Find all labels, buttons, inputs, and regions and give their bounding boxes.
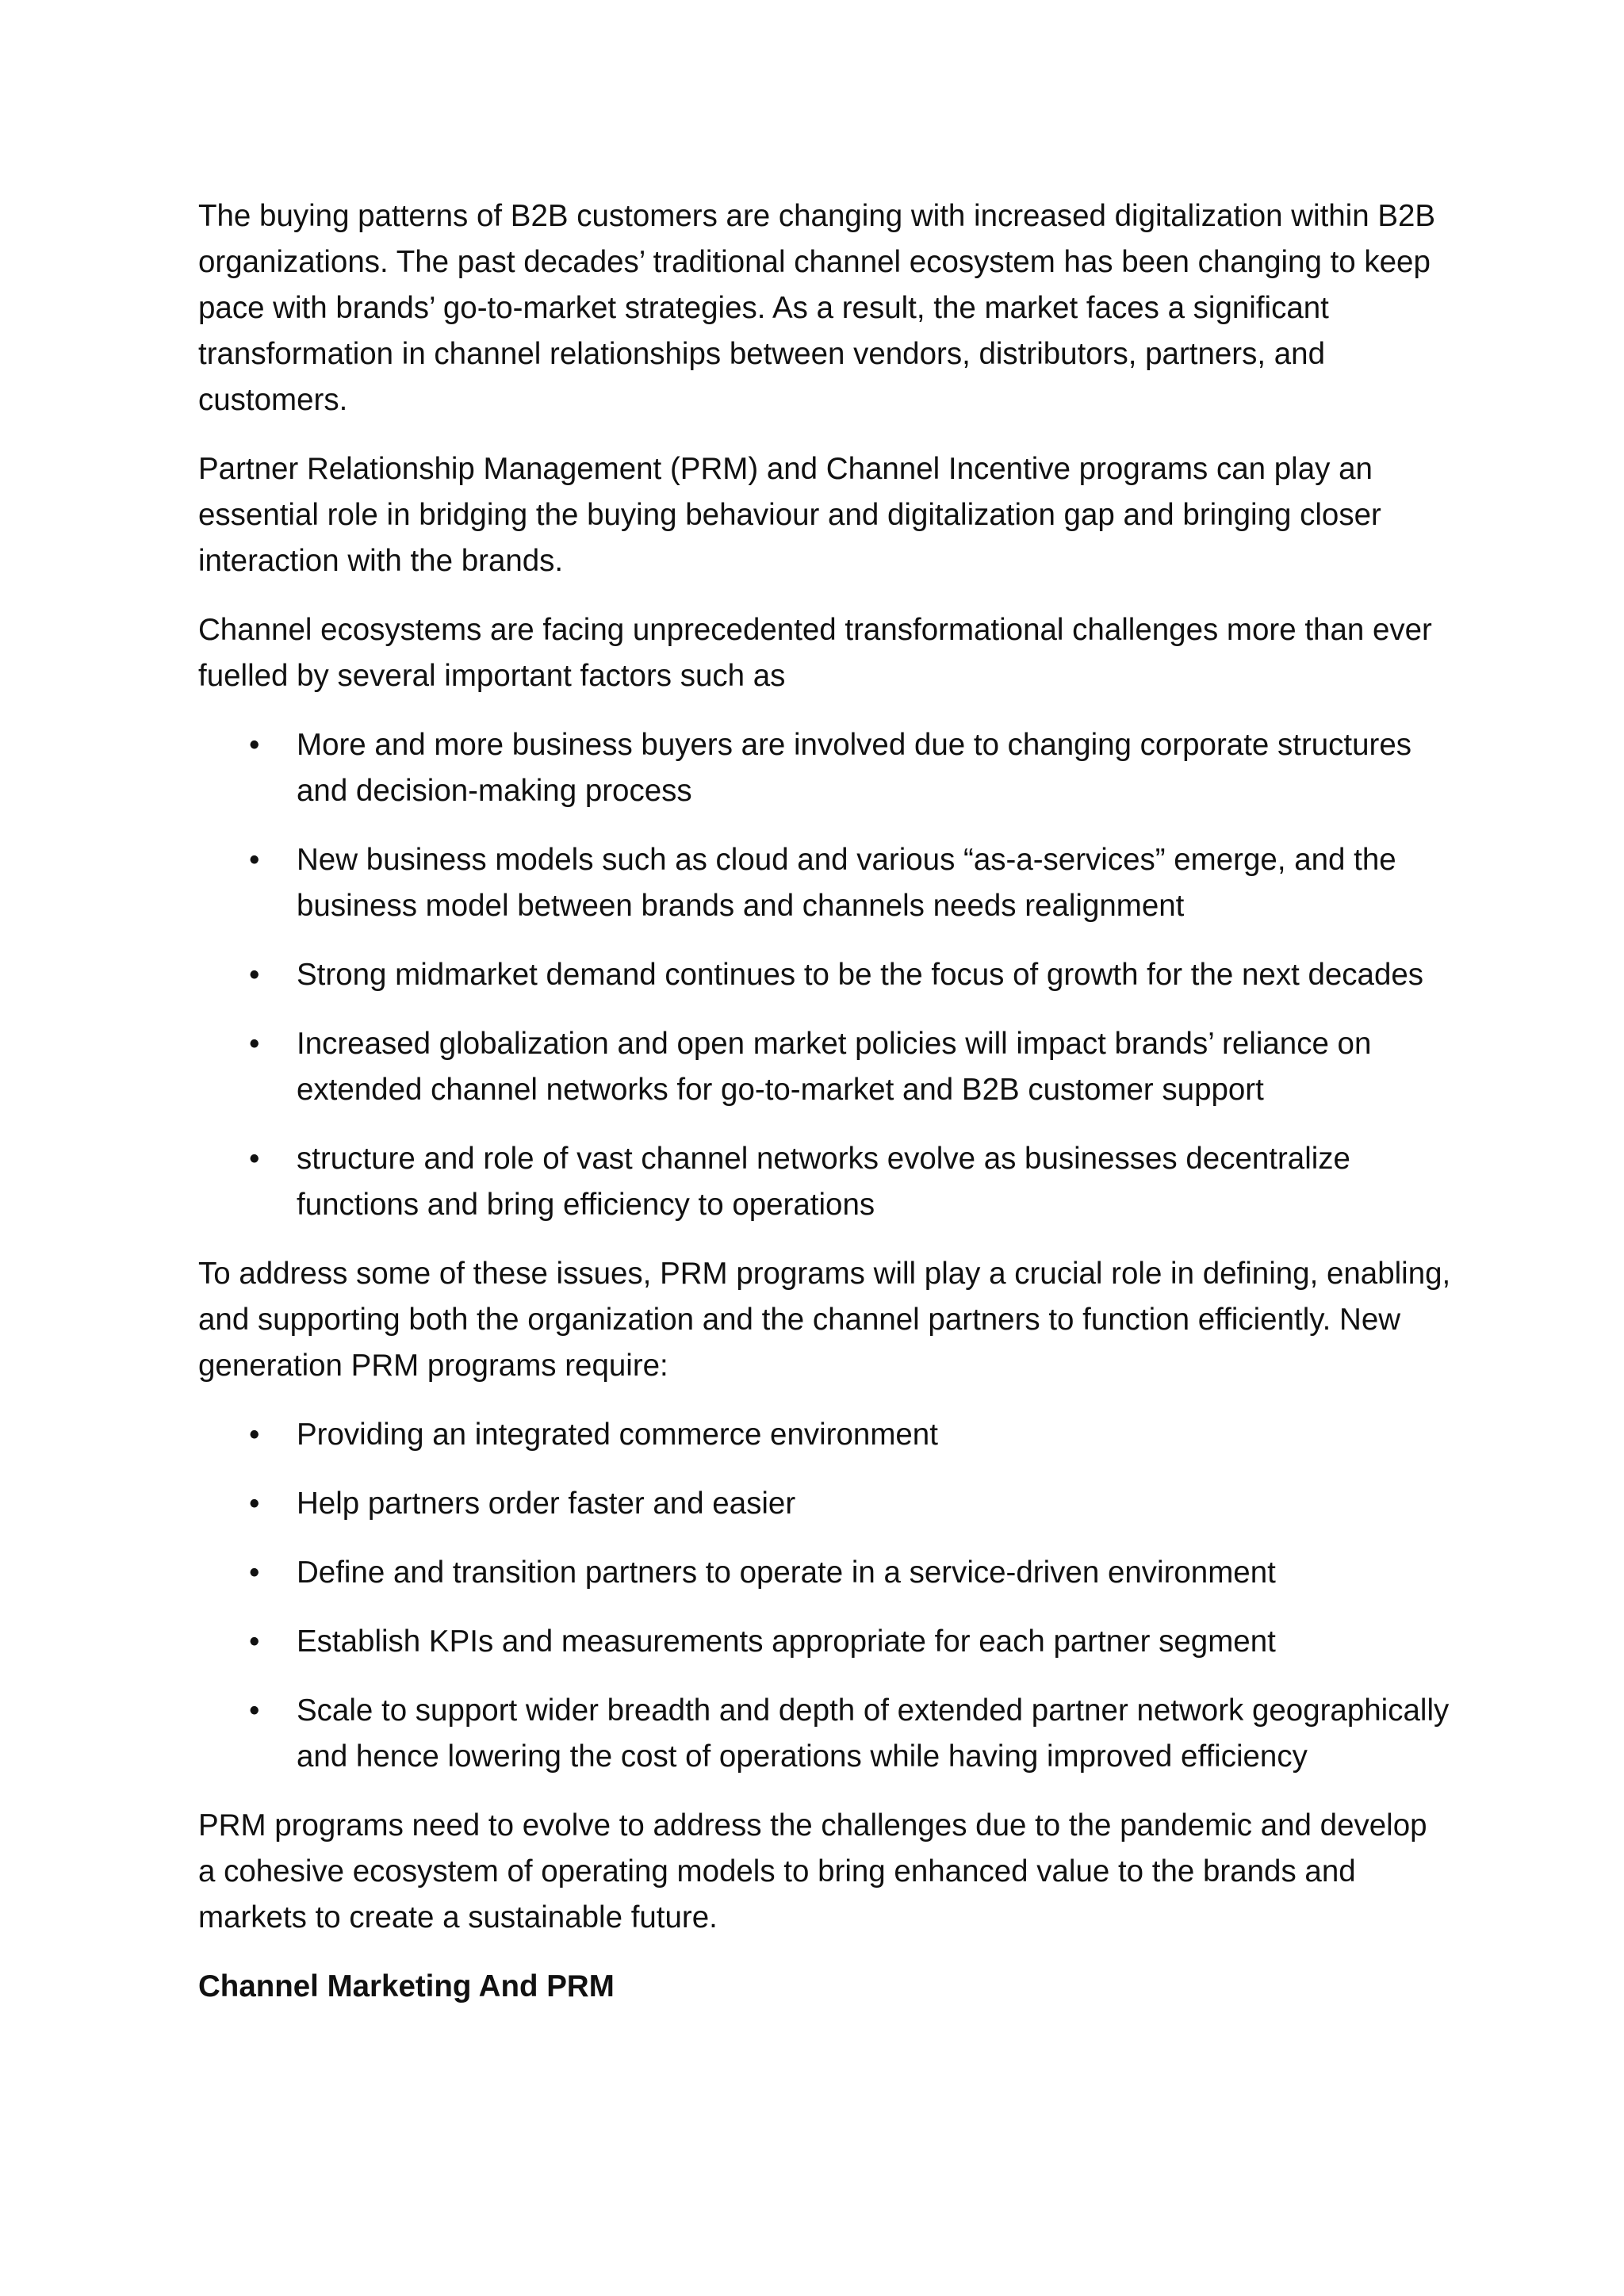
prm-role-paragraph: Partner Relationship Management (PRM) and Channel Incentive programs can play an essential role in bridging the buying behaviour and digitalization gap and bringing closer interaction with the brands. [198,452,1381,578]
bullet-icon: • [249,843,260,877]
bullet-icon: • [249,958,260,992]
list-item-text: New business models such as cloud and various “as-a-services” emerge, and the business model between brands and channels needs realignment [297,843,1396,923]
list-item [198,1136,1451,1228]
challenges-paragraph: Channel ecosystems are facing unprecedented transformational challenges more than ever fuelled by several important factors such as [198,613,1432,693]
bullet-icon: • [249,1624,260,1659]
bullet-icon: • [249,1142,260,1176]
list-item-text: Help partners order faster and easier [297,1487,796,1521]
list-item-text: Strong midmarket demand continues to be the focus of growth for the next decades [297,958,1424,992]
list-item-text: More and more business buyers are involved due to changing corporate structures and decision-making process [297,728,1412,808]
intro-paragraph: The buying patterns of B2B customers are changing with increased digitalization within B2B organizations. The past decades’ traditional channel ecosystem has been changing to keep pace with brands’ go-to-market strategies. As a result, the market faces a significant transformation in channel relationships between vendors, distributors, partners, and customers. [198,199,1436,417]
bullet-icon: • [249,1027,260,1061]
list-item-text: Scale to support wider breadth and depth of extended partner network geographically and hence lowering the cost of operations while having improved efficiency [297,1693,1450,1774]
list-item-text: Establish KPIs and measurements appropriate for each partner segment [297,1624,1276,1659]
factors-list [198,722,1451,1228]
list-item [198,952,1451,998]
section-heading: Channel Marketing And PRM [198,1969,615,2003]
list-item [198,1412,1451,1458]
closing-paragraph: PRM programs need to evolve to address the challenges due to the pandemic and develop a cohesive ecosystem of operating models to bring enhanced value to the brands and markets to create a sustainable future. [198,1808,1427,1934]
list-item [198,837,1451,929]
list-item-text: Define and transition partners to operate in a service-driven environment [297,1556,1276,1590]
list-item [198,1481,1451,1527]
list-item-text: Increased globalization and open market policies will impact brands’ reliance on extended channel networks for go-to-market and B2B customer support [297,1027,1372,1107]
bullet-icon: • [249,1487,260,1521]
bullet-icon: • [249,1418,260,1452]
list-item [198,1550,1451,1596]
bullet-icon: • [249,1556,260,1590]
document-page [198,193,1451,2010]
list-item [198,1021,1451,1113]
requirements-list [198,1412,1451,1780]
list-item-text: Providing an integrated commerce environment [297,1418,938,1452]
list-item [198,722,1451,814]
list-item [198,1688,1451,1780]
bullet-icon: • [249,728,260,762]
prm-intro-paragraph: To address some of these issues, PRM programs will play a crucial role in defining, enabling, and supporting both the organization and the channel partners to function efficiently. New generation PRM programs require: [198,1257,1451,1383]
bullet-icon: • [249,1693,260,1728]
list-item-text: structure and role of vast channel networks evolve as businesses decentralize functions and bring efficiency to operations [297,1142,1350,1222]
list-item [198,1619,1451,1665]
